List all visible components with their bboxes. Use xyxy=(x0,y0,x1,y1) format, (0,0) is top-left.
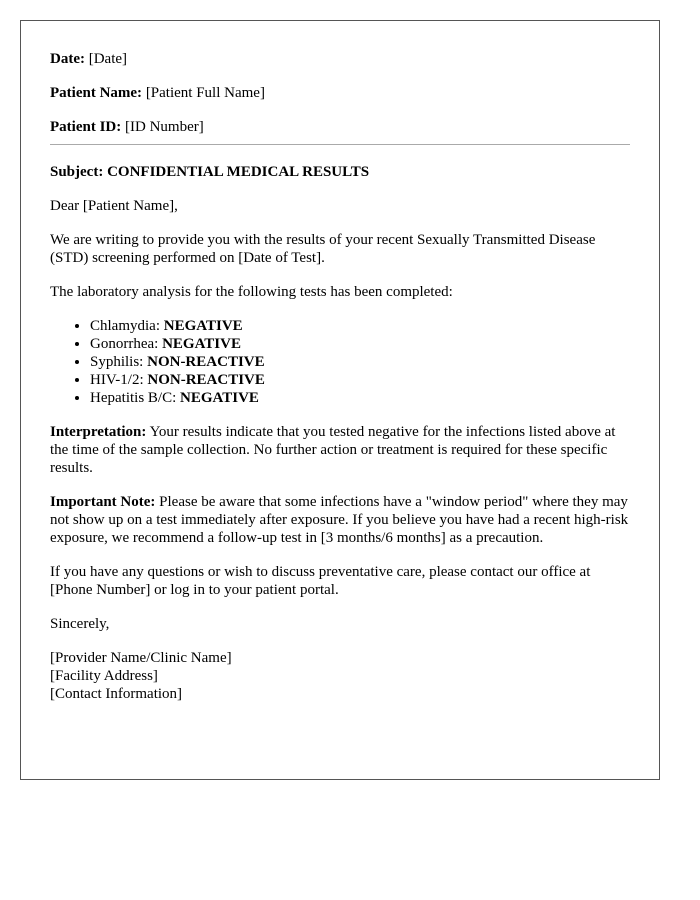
important-note-paragraph xyxy=(50,493,630,547)
result-value: NON-REACTIVE xyxy=(147,354,265,370)
patient-name-label: Patient Name: xyxy=(50,85,143,101)
result-value: NEGATIVE xyxy=(180,390,259,406)
lab-intro-paragraph: The laboratory analysis for the following tests has been completed: xyxy=(50,284,453,300)
signature-provider: [Provider Name/Clinic Name] xyxy=(50,650,232,666)
result-item-hiv xyxy=(90,371,630,389)
important-note-label: Important Note: xyxy=(50,494,156,510)
result-test: HIV-1/2: xyxy=(90,372,144,388)
result-item-gonorrhea xyxy=(90,335,630,353)
result-test: Syphilis: xyxy=(90,354,144,370)
result-value: NEGATIVE xyxy=(163,318,243,334)
contact-paragraph: If you have any questions or wish to discuss preventative care, please contact our office at [Phone Number] or log in to your patient portal. xyxy=(50,564,591,598)
header-divider xyxy=(50,144,630,145)
patient-id-value: [ID Number] xyxy=(125,119,204,135)
patient-id-line xyxy=(50,118,630,136)
subject-value: CONFIDENTIAL MEDICAL RESULTS xyxy=(107,164,370,180)
closing: Sincerely, xyxy=(50,616,110,632)
result-item-chlamydia xyxy=(90,317,630,335)
patient-id-label: Patient ID: xyxy=(50,119,122,135)
interpretation-text: Your results indicate that you tested negative for the infections listed above at the time of the sample collection. No further action or treatment is required for these specific results. xyxy=(50,424,616,476)
result-test: Gonorrhea: xyxy=(90,336,159,352)
result-test: Hepatitis B/C: xyxy=(90,390,177,406)
signature-contact: [Contact Information] xyxy=(50,686,183,702)
salutation: Dear [Patient Name], xyxy=(50,198,178,214)
result-test: Chlamydia: xyxy=(90,318,160,334)
result-value: NON-REACTIVE xyxy=(147,372,265,388)
interpretation-paragraph xyxy=(50,423,630,477)
important-note-text: Please be aware that some infections have a "window period" where they may not show up on a test immediately after exposure. If you believe you have had a recent high-risk exposure, we recommend a follow-up test in [3 months/6 months] as a precaution. xyxy=(50,494,629,546)
result-item-hepatitis xyxy=(90,389,630,407)
date-line xyxy=(50,50,630,68)
subject-line xyxy=(50,163,630,181)
letter-document xyxy=(20,20,660,780)
patient-name-line xyxy=(50,84,630,102)
date-label: Date: xyxy=(50,51,85,67)
patient-name-value: [Patient Full Name] xyxy=(145,85,265,101)
intro-paragraph: We are writing to provide you with the results of your recent Sexually Transmitted Disease (STD) screening performed on [Date of Test]. xyxy=(50,232,596,266)
subject-label: Subject: xyxy=(50,164,104,180)
results-list xyxy=(50,317,630,407)
result-item-syphilis xyxy=(90,353,630,371)
result-value: NEGATIVE xyxy=(162,336,241,352)
signature-address: [Facility Address] xyxy=(50,668,158,684)
interpretation-label: Interpretation: xyxy=(50,424,147,440)
date-value: [Date] xyxy=(88,51,128,67)
